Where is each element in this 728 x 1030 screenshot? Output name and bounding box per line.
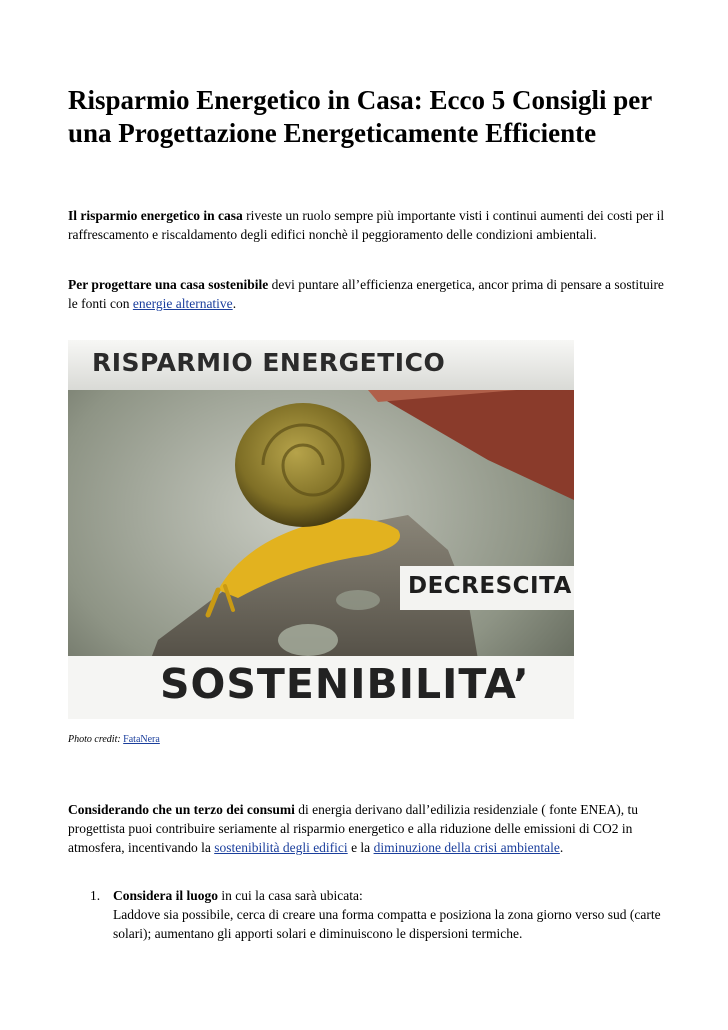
consumption-end: . [559,840,564,855]
list-item-bold: Considera il luogo [113,888,219,903]
list-item-text: in cui la casa sarà ubicata: [218,888,363,903]
list-item-detail: Laddove sia possibile, cerca di creare una forma compatta e posiziona la zona giorno verso sud (carte solari); aumentano gli apporti solari e diminuiscono le dispersioni termiche. [113,907,661,941]
snail-shell [235,403,371,527]
sustainable-bold: Per progettare una casa sostenibile [68,277,269,292]
consumption-text-2: e la [347,840,374,855]
snail-photo [68,340,574,719]
consumption-bold: Considerando che un terzo dei consumi [68,802,295,817]
alternative-energy-link[interactable]: energie alternative [132,296,233,311]
sustainable-paragraph [68,275,668,313]
image-title-text: RISPARMIO ENERGETICO [92,348,446,377]
tips-list [68,886,668,943]
consumption-text-1: di energia derivano dall’edilizia residenziale ( fonte ENEA), tu progettista puoi contribuire seriamente al risparmio energetico e alla riduzione delle emissioni di CO2 in atmosfera, incentivando la [68,802,639,855]
intro-text: riveste un ruolo sempre più importante visti i continui aumenti dei costi per il raffrescamento e riscaldamento degli edifici nonchè il peggioramento delle condizioni ambientali. [68,208,665,242]
consumption-paragraph [68,800,668,857]
sustainable-end: . [232,296,237,311]
article-title: Risparmio Energetico in Casa: Ecco 5 Consigli per una Progettazione Energeticamente Efficiente [68,85,652,148]
intro-paragraph [68,206,668,244]
list-item [68,886,668,943]
image-bottom-text: SOSTENIBILITA’ [160,660,530,708]
photo-credit [68,733,160,746]
sustainable-text: devi puntare all’efficienza energetica, ancor prima di pensare a sostituire le fonti con [68,277,664,311]
intro-bold: Il risparmio energetico in casa [68,208,243,223]
list-item-number: 1. [90,888,101,903]
image-mid-text: DECRESCITA [408,573,572,599]
building-sustainability-link[interactable]: sostenibilità degli edifici [214,840,348,855]
photo-credit-link[interactable]: FataNera [123,734,160,745]
environmental-crisis-link[interactable]: diminuzione della crisi ambientale [373,840,560,855]
photo-credit-label: Photo credit: [68,734,121,745]
